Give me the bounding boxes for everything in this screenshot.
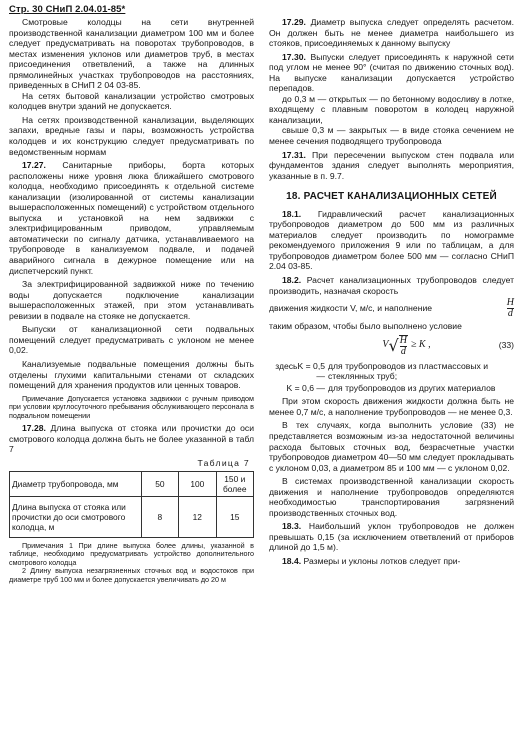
table-caption: Таблица 7 — [197, 458, 250, 469]
clause-number: 18.3. — [282, 521, 302, 532]
table-cell: 8 — [141, 496, 178, 537]
paragraph-17-27: 17.27. Санитарные приборы, борта которых расположены ниже уровня люка ближайшего смотрового колодца, необходимо присоединять к отдельной системе канализации (изолированной от системы канализации вышерасположенных помещений) с устройством отдельного выпуска и установкой на нем задвижки с электрифицированным приводом, управляемым автоматически по сигналу датчика, устанавливаемого на трубопроводе в канализуемом подвале, и подачей аварийного сигнала в дежурное помещение или на диспетчерский пункт. — [9, 160, 254, 276]
velocity-fill-line — [269, 298, 514, 319]
coefficient-desc: для трубопроводов из других материалов — [328, 382, 496, 393]
note: 2 Длину выпуска незагрязненных сточных вод и водостоков при диаметре труб 100 мм и более допускается увеличивать до 20 м — [9, 566, 254, 584]
paragraph: При этом скорость движения жидкости должна быть не менее 0,7 м/с, а наполнение трубопроводов — не менее 0,3. — [269, 396, 514, 417]
paragraph-18-3: 18.3. Наибольший уклон трубопроводов не должен превышать 0,15 (за исключением ответвлений от приборов длиной до 1,5 м). — [269, 521, 514, 553]
paragraph-17-30: 17.30. Выпуски следует присоединять к наружной сети под углом не менее 90° (считая по движению сточных вод). На выпуске канализации допускается устройство перепадов. — [269, 51, 514, 94]
table-7 — [9, 471, 254, 538]
paragraph-18-2: 18.2. Расчет канализационных трубопроводов следует производить, назначая скорость — [269, 275, 514, 296]
clause-number: 18.1. — [282, 208, 302, 219]
note: Примечания 1 При длине выпуска более длины, указанной в таблице, необходимо предусматривать устройство дополнительного смотрового колодца — [9, 540, 254, 567]
paragraph-17-28: 17.28. Длина выпуска от стояка или прочистки до оси смотрового колодца должна быть не более указанной в табл 7 — [9, 423, 254, 455]
paragraph-17-29: 17.29. Диаметр выпуска следует определять расчетом. Он должен быть не менее диаметра наибольшего из стояков, присоединяемых к данному выпуску — [269, 17, 514, 49]
right-column — [269, 17, 514, 567]
paragraph: В тех случаях, когда выполнить условие (33) не представляется возможным из-за недостаточной величины расхода бытовых сточных вод, безрасчетные участки трубопроводов диаметром 40—50 мм следует прокладывать с уклоном 0,03, а диаметром 85 и 100 мм — с уклоном 0,02. — [269, 420, 514, 473]
coefficient-desc: для трубопроводов из пластмассовых и стеклянных труб; — [328, 360, 488, 382]
table-cell: Длина выпуска от стояка или прочистки до оси смотрового колодца, м — [10, 496, 142, 537]
paragraph: Выпуски от канализационной сети подвальных помещений следует предусматривать с уклоном не менее 0,02. — [9, 324, 254, 356]
paragraph: На сетях бытовой канализации устройство смотровых колодцев внутри зданий не допускается. — [9, 90, 254, 112]
formula-rhs: ≥ K , — [410, 339, 431, 351]
table-cell: 150 и более — [216, 471, 253, 496]
formula-text: движения жидкости V, м/с, и наполнение — [269, 303, 433, 314]
clause-number: 18.4. — [282, 555, 302, 566]
clause-number: 17.29. — [282, 17, 306, 27]
table-row — [10, 471, 254, 496]
table-cell: 50 — [141, 471, 178, 496]
paragraph: Канализуемые подвальные помещения должны быть отделены глухими капитальными стенами от складских помещений для хранения продуктов или ценных товаров. — [9, 358, 254, 391]
fill-fraction: $\frac{H}{d}$ — [506, 297, 514, 320]
clause-number: 18.2. — [282, 275, 302, 286]
left-column — [9, 17, 254, 585]
table-cell: 15 — [216, 496, 253, 537]
paragraph-18-4: 18.4. Размеры и уклоны лотков следует при- — [282, 555, 461, 566]
sqrt-symbol: √ $\frac{H}{d}$ — [388, 334, 407, 357]
paragraph: На сетях производственной канализации, выделяющих запахи, вредные газы и пары, возможность устройства колодцев и их конструкцию следует предусматривать по ведомственным нормам — [9, 114, 254, 157]
table-cell: 12 — [179, 496, 216, 537]
paragraph-18-1: 18.1. Гидравлический расчет канализационных трубопроводов диаметром до 500 мм из различных материалов следует производить по номограмме рекомендуемого приложения 9 или по таблицам, а для трубопроводов диаметром более 500 мм — согласно СНиП 2.04 03-85. — [269, 208, 514, 272]
paragraph: В системах производственной канализации скорость движения и наполнение трубопроводов определяются необходимостью транспортирования загрязнений производственных сточных вод. — [269, 476, 514, 518]
section-title: 18. РАСЧЕТ КАНАЛИЗАЦИОННЫХ СЕТЕЙ — [286, 191, 497, 203]
paragraph-17-31: 17.31. При пересечении выпуском стен подвала или фундаментов здания следует выполнять мероприятия, указанные в п. 9.7. — [269, 149, 514, 181]
paragraph: таким образом, чтобы было выполнено условие — [269, 321, 462, 332]
coefficient-row — [269, 361, 514, 382]
paragraph: свыше 0,3 м — закрытых — в виде стояка сечением не менее сечения подводящего трубопровода — [269, 125, 514, 147]
formula-33 — [299, 335, 514, 357]
clause-number: 17.31. — [282, 149, 306, 160]
equation-number: (33) — [498, 340, 514, 351]
table-row — [10, 496, 254, 537]
paragraph: За электрифицированной задвижкой ниже по течению воды допускается подключение канализации вышерасположенных этажей, при этом устанавливать ревизии в подвале на стояке не допускается. — [9, 279, 254, 321]
coefficient-key: K = 0,6 — — [286, 382, 325, 393]
formula-variable: V — [382, 339, 389, 351]
coefficient-key: здесьK = 0,5 — — [275, 360, 325, 382]
table-cell: Диаметр трубопровода, мм — [10, 471, 142, 496]
clause-number: 17.30. — [282, 51, 306, 62]
clause-number: 17.28. — [22, 423, 46, 434]
page-header: Стр. 30 СНиП 2.04.01-85* — [9, 4, 126, 15]
paragraph: до 0,3 м — открытых — по бетонному водосливу в лотке, входящему с плавным поворотом в колодец наружной канализации, — [269, 93, 514, 125]
coefficient-row — [269, 383, 514, 394]
table-cell: 100 — [179, 471, 216, 496]
paragraph: Смотровые колодцы на сети внутренней производственной канализации диаметром 100 мм и более следует предусматривать на поворотах трубопроводов, в местах изменения уклонов или диаметров труб, в местах присоединения ответвлений, а также на длинных прямолинейных участках трубопроводов на расстояниях, приведенных в СНиП 2 04 03-85. — [9, 17, 254, 91]
note: Примечание Допускается установка задвижки с ручным приводом при условии круглосуточного пребывания обслуживающего персонала в подвальном помещении — [9, 393, 254, 420]
clause-number: 17.27. — [22, 160, 46, 171]
